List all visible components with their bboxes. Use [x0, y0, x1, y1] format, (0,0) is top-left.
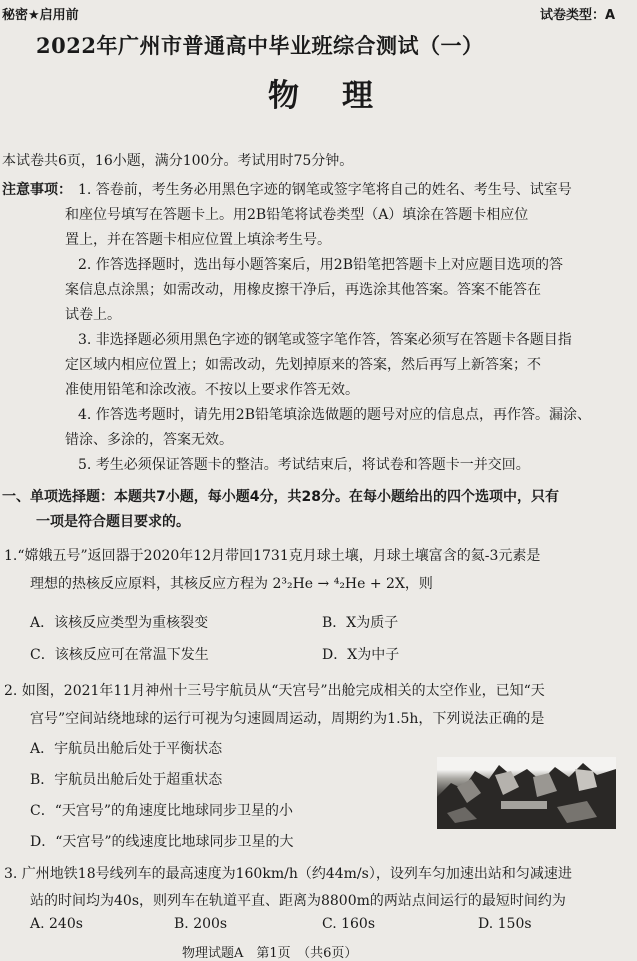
notes-line: 2. 作答选择题时，选出每小题答案后，用2B铅笔把答题卡上对应题目选项的答: [78, 257, 564, 273]
notes-line: 试卷上。: [65, 307, 121, 323]
notes-heading: 注意事项：: [2, 182, 72, 198]
q1-option-a: A．该核反应类型为重核裂变: [30, 615, 209, 631]
secret-label: 秘密★启用前: [2, 8, 79, 23]
section-heading: 一、单项选择题：本题共7小题，每小题4分，共28分。在每小题给出的四个选项中，只有: [2, 489, 559, 505]
q2-option-b: B．宇航员出舱后处于超重状态: [30, 772, 223, 788]
space-station-photo: [437, 757, 616, 829]
notes-line: 错涂、多涂的，答案无效。: [65, 432, 233, 448]
q1-option-b: B．X为质子: [322, 615, 399, 631]
subject-title: 物 理: [268, 78, 379, 114]
q3-option-c: C. 160s: [322, 916, 376, 932]
q2-stem-cont: 宫号”空间站绕地球的运行可视为匀速圆周运动，周期约为1.5h，下列说法正确的是: [30, 711, 545, 727]
q2-option-c: C．“天宫号”的角速度比地球同步卫星的小: [30, 803, 294, 819]
notes-line: 和座位号填写在答题卡上。用2B铅笔将试卷类型（A）填涂在答题卡相应位: [65, 207, 529, 223]
q1-option-c: C．该核反应可在常温下发生: [30, 647, 209, 663]
q1-stem-cont: 理想的热核反应原料，其核反应方程为 2³₂He → ⁴₂He + 2X，则: [30, 576, 433, 592]
q1-option-d: D．X为中子: [322, 647, 400, 663]
section-heading-cont: 一项是符合题目要求的。: [36, 514, 190, 530]
intro-text: 本试卷共6页，16小题，满分100分。考试用时75分钟。: [2, 153, 354, 169]
notes-line: 4. 作答选考题时，请先用2B铅笔填涂选做题的题号对应的信息点，再作答。漏涂、: [78, 407, 592, 423]
notes-line: 1. 答卷前，考生务必用黑色字迹的钢笔或签字笔将自己的姓名、考生号、试室号: [78, 182, 572, 198]
notes-line: 3. 非选择题必须用黑色字迹的钢笔或签字笔作答，答案必须写在答题卡各题目指: [78, 332, 572, 348]
notes-line: 5. 考生必须保证答题卡的整洁。考试结束后，将试卷和答题卡一并交回。: [78, 457, 530, 473]
q3-stem-cont: 站的时间均为40s，则列车在轨道平直、距离为8800m的两站点间运行的最短时间约为: [30, 893, 566, 909]
notes-line: 定区域内相应位置上；如需改动，先划掉原来的答案，然后再写上新答案；不: [65, 357, 541, 373]
paper-type-label: 试卷类型：A: [540, 8, 616, 23]
q3-option-d: D. 150s: [478, 916, 532, 932]
notes-line: 案信息点涂黑；如需改动，用橡皮擦干净后，再选涂其他答案。答案不能答在: [65, 282, 541, 298]
q3-option-a: A. 240s: [30, 916, 83, 932]
notes-line: 置上，并在答题卡相应位置上填涂考生号。: [65, 232, 331, 248]
q2-option-a: A．宇航员出舱后处于平衡状态: [30, 741, 223, 757]
q3-option-b: B. 200s: [174, 916, 228, 932]
q1-stem: 1.“嫦娥五号”返回器于2020年12月带回1731克月球土壤，月球土壤富含的氦-3元素是: [4, 548, 541, 564]
q2-stem: 2. 如图，2021年11月神州十三号宇航员从“天宫号”出舱完成相关的太空作业，已知“天: [4, 683, 545, 699]
space-station-photo-drawing: [437, 757, 616, 829]
q3-stem: 3. 广州地铁18号线列车的最高速度为160km/h（约44m/s），设列车匀加速出站和匀减速进: [4, 866, 572, 882]
q2-option-d: D．“天宫号”的线速度比地球同步卫星的大: [30, 834, 294, 850]
exam-title: 2022年广州市普通高中毕业班综合测试（一）: [36, 33, 484, 58]
page-footer: 物理试题A 第1页 （共6页）: [182, 946, 358, 961]
notes-line: 准使用铅笔和涂改液。不按以上要求作答无效。: [65, 382, 359, 398]
